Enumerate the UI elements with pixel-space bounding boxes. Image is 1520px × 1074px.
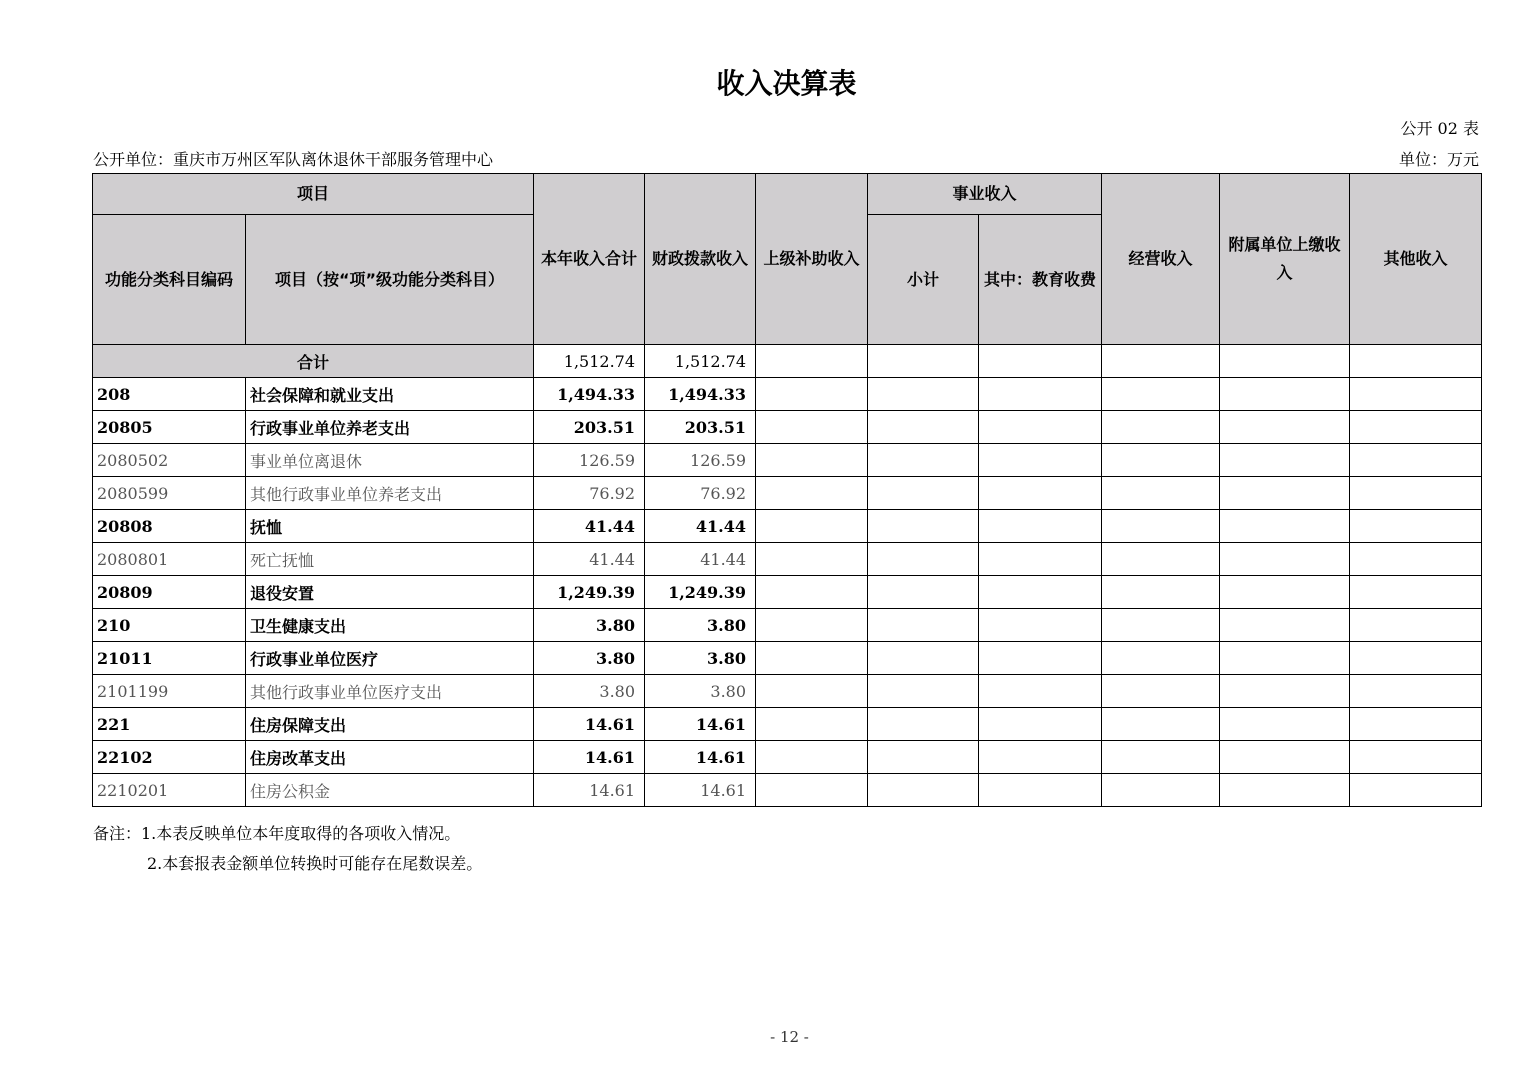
row-fiscal: 3.80 xyxy=(645,675,756,708)
row-name: 行政事业单位养老支出 xyxy=(246,411,534,444)
empty-cell xyxy=(868,642,979,675)
row-total-income: 3.80 xyxy=(534,675,645,708)
empty-cell xyxy=(868,444,979,477)
row-name: 住房公积金 xyxy=(246,774,534,807)
empty-cell xyxy=(868,576,979,609)
empty-cell xyxy=(1102,378,1220,411)
empty-cell xyxy=(1350,642,1482,675)
row-fiscal: 1,249.39 xyxy=(645,576,756,609)
header-name: 项目（按“项”级功能分类科目） xyxy=(246,215,534,345)
row-fiscal: 14.61 xyxy=(645,774,756,807)
empty-cell xyxy=(868,378,979,411)
row-fiscal: 14.61 xyxy=(645,741,756,774)
total-row xyxy=(93,345,1482,378)
row-name: 退役安置 xyxy=(246,576,534,609)
empty-cell xyxy=(1220,576,1350,609)
row-name: 其他行政事业单位养老支出 xyxy=(246,477,534,510)
empty-cell xyxy=(868,543,979,576)
row-code: 2080599 xyxy=(93,477,246,510)
table-row xyxy=(93,675,1482,708)
empty-cell xyxy=(1350,378,1482,411)
row-fiscal: 203.51 xyxy=(645,411,756,444)
table-row xyxy=(93,774,1482,807)
empty-cell xyxy=(868,609,979,642)
empty-cell xyxy=(979,741,1102,774)
form-number: 公开 02 表 xyxy=(1400,119,1479,138)
row-name: 事业单位离退休 xyxy=(246,444,534,477)
row-total-income: 1,494.33 xyxy=(534,378,645,411)
note-2: 2.本套报表金额单位转换时可能存在尾数误差。 xyxy=(147,854,483,873)
empty-cell xyxy=(1220,609,1350,642)
row-code: 22102 xyxy=(93,741,246,774)
empty-cell xyxy=(756,345,868,378)
empty-cell xyxy=(1220,642,1350,675)
row-name: 抚恤 xyxy=(246,510,534,543)
empty-cell xyxy=(756,576,868,609)
total-income-value: 1,512.74 xyxy=(534,345,645,378)
empty-cell xyxy=(1220,411,1350,444)
total-fiscal-value: 1,512.74 xyxy=(645,345,756,378)
empty-cell xyxy=(1102,345,1220,378)
row-total-income: 41.44 xyxy=(534,510,645,543)
empty-cell xyxy=(979,708,1102,741)
empty-cell xyxy=(756,609,868,642)
empty-cell xyxy=(1102,543,1220,576)
row-total-income: 76.92 xyxy=(534,477,645,510)
empty-cell xyxy=(1102,609,1220,642)
row-name: 行政事业单位医疗 xyxy=(246,642,534,675)
row-name: 其他行政事业单位医疗支出 xyxy=(246,675,534,708)
row-fiscal: 3.80 xyxy=(645,642,756,675)
empty-cell xyxy=(1350,510,1482,543)
row-code: 20809 xyxy=(93,576,246,609)
empty-cell xyxy=(868,708,979,741)
empty-cell xyxy=(1220,675,1350,708)
empty-cell xyxy=(979,444,1102,477)
row-fiscal: 76.92 xyxy=(645,477,756,510)
row-code: 2101199 xyxy=(93,675,246,708)
empty-cell xyxy=(979,642,1102,675)
empty-cell xyxy=(979,378,1102,411)
row-total-income: 14.61 xyxy=(534,741,645,774)
empty-cell xyxy=(1220,741,1350,774)
empty-cell xyxy=(1102,708,1220,741)
row-total-income: 14.61 xyxy=(534,708,645,741)
table-row xyxy=(93,642,1482,675)
row-total-income: 14.61 xyxy=(534,774,645,807)
empty-cell xyxy=(868,510,979,543)
page-title: 收入决算表 xyxy=(716,67,857,100)
row-code: 221 xyxy=(93,708,246,741)
empty-cell xyxy=(756,477,868,510)
header-project: 项目 xyxy=(93,174,534,215)
total-label: 合计 xyxy=(93,345,534,378)
header-business-income: 事业收入 xyxy=(868,174,1102,215)
empty-cell xyxy=(979,675,1102,708)
empty-cell xyxy=(868,411,979,444)
table-row xyxy=(93,741,1482,774)
empty-cell xyxy=(1220,477,1350,510)
row-fiscal: 14.61 xyxy=(645,708,756,741)
empty-cell xyxy=(1220,708,1350,741)
row-total-income: 203.51 xyxy=(534,411,645,444)
row-fiscal: 126.59 xyxy=(645,444,756,477)
empty-cell xyxy=(979,345,1102,378)
row-name: 住房保障支出 xyxy=(246,708,534,741)
empty-cell xyxy=(1102,411,1220,444)
empty-cell xyxy=(1220,510,1350,543)
empty-cell xyxy=(1350,741,1482,774)
empty-cell xyxy=(756,708,868,741)
table-row xyxy=(93,576,1482,609)
notes xyxy=(93,819,482,879)
empty-cell xyxy=(1102,642,1220,675)
row-code: 20808 xyxy=(93,510,246,543)
empty-cell xyxy=(1102,510,1220,543)
empty-cell xyxy=(1350,675,1482,708)
empty-cell xyxy=(756,378,868,411)
empty-cell xyxy=(756,675,868,708)
header-superior-subsidy: 上级补助收入 xyxy=(756,174,868,345)
table-row xyxy=(93,609,1482,642)
row-code: 210 xyxy=(93,609,246,642)
empty-cell xyxy=(1350,444,1482,477)
note-1: 备注：1.本表反映单位本年度取得的各项收入情况。 xyxy=(93,824,461,843)
empty-cell xyxy=(1350,576,1482,609)
empty-cell xyxy=(868,675,979,708)
empty-cell xyxy=(979,774,1102,807)
row-code: 2080801 xyxy=(93,543,246,576)
empty-cell xyxy=(979,543,1102,576)
empty-cell xyxy=(979,576,1102,609)
header-education-fee: 其中：教育收费 xyxy=(979,215,1102,345)
row-code: 2080502 xyxy=(93,444,246,477)
money-unit: 单位：万元 xyxy=(1398,150,1479,169)
empty-cell xyxy=(1102,741,1220,774)
row-code: 208 xyxy=(93,378,246,411)
header-affiliated-income: 附属单位上缴收入 xyxy=(1220,174,1350,345)
row-total-income: 126.59 xyxy=(534,444,645,477)
income-table xyxy=(92,173,1482,807)
empty-cell xyxy=(1350,708,1482,741)
empty-cell xyxy=(1220,444,1350,477)
empty-cell xyxy=(1220,543,1350,576)
empty-cell xyxy=(1350,609,1482,642)
header-other-income: 其他收入 xyxy=(1350,174,1482,345)
table-row xyxy=(93,510,1482,543)
empty-cell xyxy=(868,345,979,378)
empty-cell xyxy=(979,609,1102,642)
empty-cell xyxy=(1220,345,1350,378)
page-number: - 12 - xyxy=(770,1028,809,1046)
empty-cell xyxy=(756,510,868,543)
empty-cell xyxy=(1350,411,1482,444)
row-name: 死亡抚恤 xyxy=(246,543,534,576)
empty-cell xyxy=(1220,378,1350,411)
empty-cell xyxy=(1102,675,1220,708)
row-name: 卫生健康支出 xyxy=(246,609,534,642)
empty-cell xyxy=(1220,774,1350,807)
row-name: 社会保障和就业支出 xyxy=(246,378,534,411)
empty-cell xyxy=(979,411,1102,444)
empty-cell xyxy=(756,543,868,576)
table-row xyxy=(93,543,1482,576)
row-fiscal: 41.44 xyxy=(645,510,756,543)
table-row xyxy=(93,477,1482,510)
row-fiscal: 1,494.33 xyxy=(645,378,756,411)
header-code: 功能分类科目编码 xyxy=(93,215,246,345)
row-total-income: 3.80 xyxy=(534,609,645,642)
empty-cell xyxy=(1102,477,1220,510)
table-row xyxy=(93,708,1482,741)
empty-cell xyxy=(868,477,979,510)
row-total-income: 3.80 xyxy=(534,642,645,675)
table-row xyxy=(93,444,1482,477)
header-subtotal: 小计 xyxy=(868,215,979,345)
empty-cell xyxy=(1350,477,1482,510)
row-code: 21011 xyxy=(93,642,246,675)
table-row xyxy=(93,411,1482,444)
empty-cell xyxy=(756,774,868,807)
header-operating-income: 经营收入 xyxy=(1102,174,1220,345)
empty-cell xyxy=(1102,576,1220,609)
empty-cell xyxy=(756,444,868,477)
empty-cell xyxy=(868,774,979,807)
empty-cell xyxy=(979,510,1102,543)
empty-cell xyxy=(1350,774,1482,807)
empty-cell xyxy=(1350,543,1482,576)
empty-cell xyxy=(1102,444,1220,477)
row-fiscal: 3.80 xyxy=(645,609,756,642)
empty-cell xyxy=(756,642,868,675)
row-total-income: 41.44 xyxy=(534,543,645,576)
empty-cell xyxy=(756,741,868,774)
reporting-unit: 公开单位：重庆市万州区军队离休退休干部服务管理中心 xyxy=(93,150,494,169)
header-total-income: 本年收入合计 xyxy=(534,174,645,345)
empty-cell xyxy=(1350,345,1482,378)
row-code: 20805 xyxy=(93,411,246,444)
empty-cell xyxy=(868,741,979,774)
row-total-income: 1,249.39 xyxy=(534,576,645,609)
row-name: 住房改革支出 xyxy=(246,741,534,774)
table-row xyxy=(93,378,1482,411)
row-fiscal: 41.44 xyxy=(645,543,756,576)
empty-cell xyxy=(979,477,1102,510)
empty-cell xyxy=(756,411,868,444)
empty-cell xyxy=(1102,774,1220,807)
header-fiscal: 财政拨款收入 xyxy=(645,174,756,345)
row-code: 2210201 xyxy=(93,774,246,807)
